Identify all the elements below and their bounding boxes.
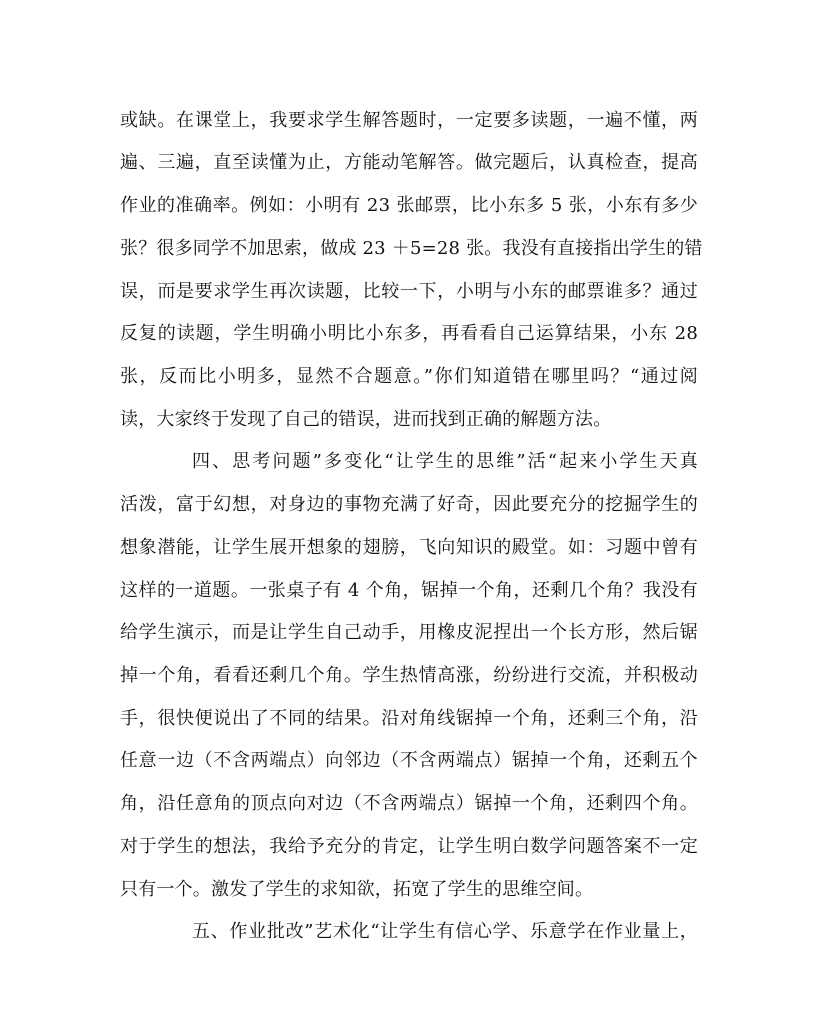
text-line: 读，大家终于发现了自己的错误，进而找到正确的解题方法。	[120, 409, 612, 430]
section-heading-line: 四、思考问题”多变化“让学生的思维”活“起来小学生天真	[192, 451, 698, 472]
text-line: 或缺。在课堂上，我要求学生解答题时，一定要多读题，一遍不懂，两	[120, 110, 698, 131]
text-line: 角，沿任意角的顶点向对边（不含两端点）锯掉一个角，还剩四个角。	[120, 793, 698, 814]
text-line: 误，而是要求学生再次读题，比较一下，小明与小东的邮票谁多？通过	[120, 281, 698, 302]
text-line: 活泼，富于幻想，对身边的事物充满了好奇，因此要充分的挖掘学生的	[120, 494, 698, 515]
text-line: 给学生演示，而是让学生自己动手，用橡皮泥捏出一个长方形，然后锯	[120, 622, 698, 643]
text-line: 想象潜能，让学生展开想象的翅膀，飞向知识的殿堂。如：习题中曾有	[120, 537, 698, 558]
text-line: 对于学生的想法，我给予充分的肯定，让学生明白数学问题答案不一定	[120, 836, 698, 857]
text-line: 张？很多同学不加思索，做成 23 ＋5=28 张。我没有直接指出学生的错	[120, 238, 703, 259]
text-line: 作业的准确率。例如：小明有 23 张邮票，比小东多 5 张，小东有多少	[120, 195, 698, 216]
text-line: 任意一边（不含两端点）向邻边（不含两端点）锯掉一个角，还剩五个	[120, 750, 698, 771]
section-heading-line: 五、作业批改”艺术化“让学生有信心学、乐意学在作业量上，	[192, 921, 698, 942]
text-line: 张，反而比小明多，显然不合题意。”你们知道错在哪里吗？“通过阅	[120, 366, 698, 387]
text-line: 掉一个角，看看还剩几个角。学生热情高涨，纷纷进行交流，并积极动	[120, 665, 698, 686]
text-line: 遍、三遍，直至读懂为止，方能动笔解答。做完题后，认真检查，提高	[120, 152, 698, 173]
text-line: 只有一个。激发了学生的求知欲，拓宽了学生的思维空间。	[120, 879, 594, 900]
text-line: 手，很快便说出了不同的结果。沿对角线锯掉一个角，还剩三个角，沿	[120, 708, 698, 729]
text-line: 这样的一道题。一张桌子有 4 个角，锯掉一个角，还剩几个角？我没有	[120, 580, 698, 601]
text-line: 反复的读题，学生明确小明比小东多，再看看自己运算结果，小东 28	[120, 323, 698, 344]
